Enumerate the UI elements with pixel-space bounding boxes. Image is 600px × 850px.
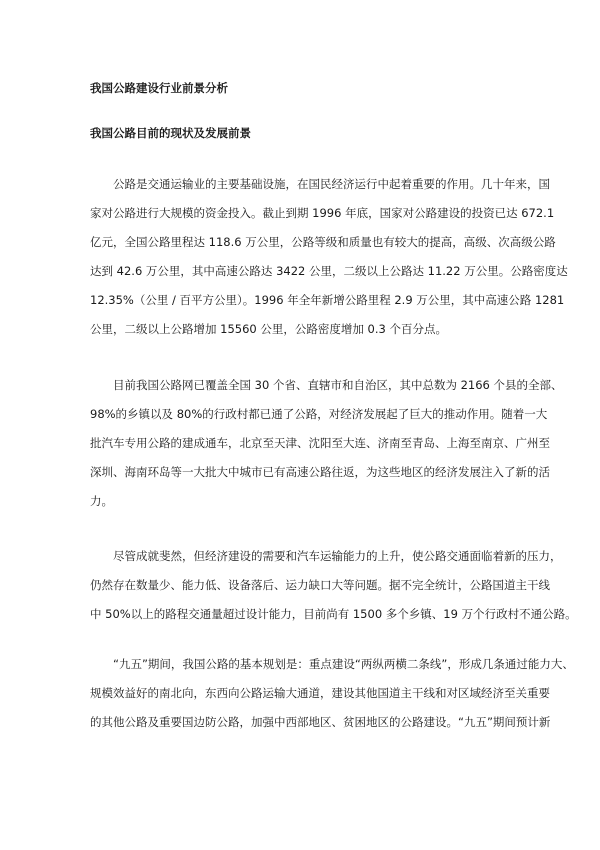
paragraph-line: 公路是交通运输业的主要基础设施，在国民经济运行中起着重要的作用。几十年来，国 [113,177,550,191]
paragraph-2 [90,371,563,516]
paragraph-line: 规模效益好的南北向，东西向公路运输大通道，建设其他国道主干线和对区域经济至关重要 [90,686,550,700]
document-title: 我国公路建设行业前景分析 [90,81,228,95]
paragraph-4 [90,650,574,737]
paragraph-line: “九五”期间，我国公路的基本规划是：重点建设“两纵两横二条线”，形成几条通过能力大、 [113,657,574,671]
section-heading: 我国公路目前的现状及发展前景 [90,126,251,140]
paragraph-line: 深圳、海南环岛等一大批大中城市已有高速公路往返，为这些地区的经济发展注入了新的活 [90,465,550,479]
paragraph-line: 的其他公路及重要国边防公路，加强中西部地区、贫困地区的公路建设。“九五”期间预计新 [90,715,551,729]
paragraph-1 [90,170,568,344]
paragraph-line: 12.35%（公里 / 百平方公里）。1996 年全年新增公路里程 2.9 万公里，其中高速公路 1281 [90,293,565,307]
paragraph-line: 公里，二级以上公路增加 15560 公里，公路密度增加 0.3 个百分点。 [90,322,447,336]
paragraph-line: 亿元，全国公路里程达 118.6 万公里，公路等级和质量也有较大的提高，高级、次高级公路 [90,235,556,249]
paragraph-line: 98%的乡镇以及 80%的行政村都已通了公路，对经济发展起了巨大的推动作用。随着一大 [90,407,548,421]
paragraph-line: 家对公路进行大规模的资金投入。截止到期 1996 年底，国家对公路建设的投资已达 672.1 [90,206,555,220]
paragraph-line: 中 50%以上的路程交通量超过设计能力，目前尚有 1500 多个乡镇、19 万个行政村不通公路。 [90,607,577,621]
paragraph-line: 力。 [90,494,113,508]
paragraph-line: 批汽车专用公路的建成通车，北京至天津、沈阳至大连、济南至青岛、上海至南京、广州至 [90,436,550,450]
paragraph-3 [90,542,577,629]
paragraph-line: 目前我国公路网已覆盖全国 30 个省、直辖市和自治区，其中总数为 2166 个县的全部、 [113,378,563,392]
paragraph-line: 仍然存在数量少、能力低、设备落后、运力缺口大等问题。据不完全统计，公路国道主干线 [90,578,550,592]
paragraph-line: 达到 42.6 万公里，其中高速公路达 3422 公里，二级以上公路达 11.22 万公里。公路密度达 [90,264,568,278]
paragraph-line: 尽管成就斐然，但经济建设的需要和汽车运输能力的上升，使公路交通面临着新的压力， [113,549,562,563]
